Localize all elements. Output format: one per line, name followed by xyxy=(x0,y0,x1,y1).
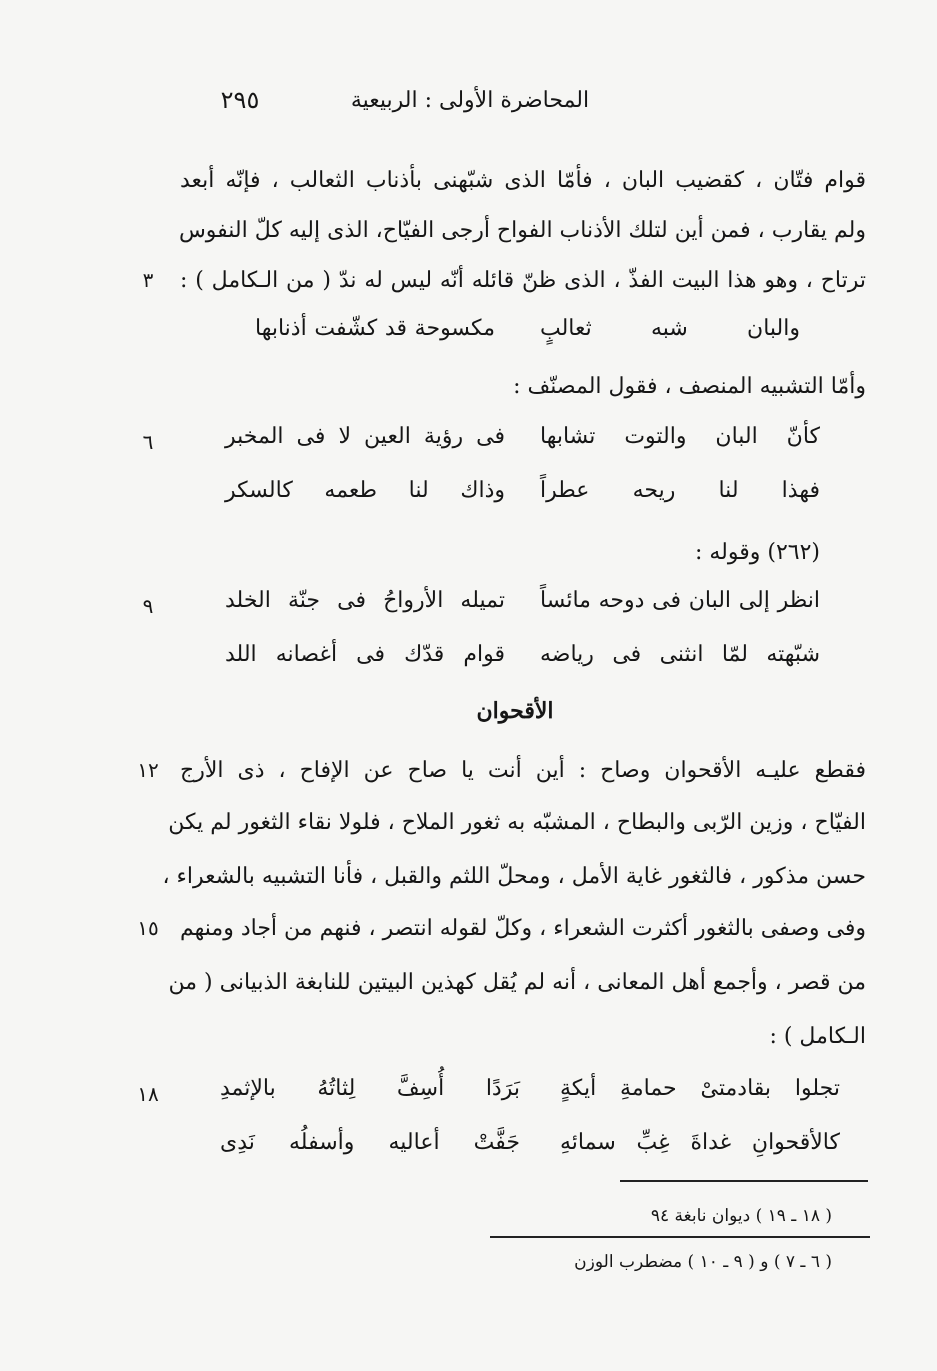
page-number: ٢٩٥ xyxy=(220,86,260,114)
verse-hemistich-left: مكسوحة قد كشّفت أذنابها xyxy=(255,316,495,341)
line-number: ١٥ xyxy=(137,916,159,940)
verse-hemistich-left: بَرَدًا أُسِفَّ لِثاتُهُ بالإثمدِ xyxy=(220,1076,520,1101)
prose-line: وأمّا التشبيه المنصف ، فقول المصنّف : xyxy=(513,374,866,399)
line-number: ١٨ xyxy=(137,1082,159,1106)
line-number: ٦ xyxy=(142,430,154,454)
prose-line: (٢٦٢) وقوله : xyxy=(694,540,820,565)
verse-hemistich-left: فى رؤية العين لا فى المخبر xyxy=(225,424,505,449)
prose-line: حسن مذكور ، فالثغور غاية الأمل ، ومحلّ اللثم والقبل ، فأنا التشبيه بالشعراء ، xyxy=(162,864,866,889)
footnote-rule xyxy=(490,1236,870,1238)
verse-hemistich-right: تجلوا بقادمتىْ حمامةِ أيكةٍ xyxy=(560,1076,840,1101)
prose-line: الفيّاح ، وزين الرّبى والبطاح ، المشبّه به ثغور الملاح ، فلولا نقاء الثغور لم يكن xyxy=(168,810,866,835)
prose-line: الـكامل ) : xyxy=(769,1024,866,1049)
verse-hemistich-left: جَفَّتْ أعاليه وأسفلُه نَدِى xyxy=(220,1130,520,1155)
footnote-rule xyxy=(620,1180,868,1182)
verse-hemistich-left: وذاك لنا طعمه كالسكر xyxy=(225,478,505,503)
verse-hemistich-right: كالأقحوانِ غداةَ غِبِّ سمائهِ xyxy=(560,1130,840,1155)
prose-line: ولم يقارب ، فمن أين لتلك الأذناب الفواح أرجى الفيّاح، الذى إليه كلّ النفوس xyxy=(178,218,866,243)
running-header-title: المحاضرة الأولى : الربيعية xyxy=(350,88,590,113)
prose-line: وفى وصفى بالثغور أكثرت الشعراء ، وكلّ لقوله انتصر ، فنهم من أجاد ومنهم xyxy=(180,916,866,941)
verse-hemistich-right: كأنّ البان والتوت تشابها xyxy=(540,424,820,449)
line-number: ١٢ xyxy=(137,758,159,782)
verse-hemistich-right: شبّهته لمّا انثنى فى رياضه xyxy=(540,642,820,667)
verse-hemistich-right: انظر إلى البان فى دوحه مائساً xyxy=(540,588,820,613)
verse-hemistich-left: تميله الأرواحُ فى جنّة الخلد xyxy=(225,588,505,613)
footnote: ( ٦ ـ ٧ ) و ( ٩ ـ ١٠ ) مضطرب الوزن xyxy=(574,1252,832,1272)
prose-line: فقطع عليـه الأقحوان وصاح : أين أنت يا صاح عن الإفاح ، ذى الأرج xyxy=(180,758,866,783)
prose-line: قوام فتّان ، كقضيب البان ، فأمّا الذى شبّهنى بأذناب الثعالب ، فإنّه أبعد xyxy=(180,168,866,193)
section-heading: الأقحوان xyxy=(476,698,554,724)
verse-hemistich-right: فهذا لنا ريحه عطراً xyxy=(540,478,820,503)
prose-line: ترتاح ، وهو هذا البيت الفذّ ، الذى ظنّ قائله أنّه ليس له ندّ ( من الـكامل ) : xyxy=(180,268,866,293)
prose-line: من قصر ، وأجمع أهل المعانى ، أنه لم يُقل كهذين البيتين للنابغة الذبيانى ( من xyxy=(168,970,866,995)
line-number: ٩ xyxy=(142,594,154,618)
verse-hemistich-right: والبان شبه ثعالبٍ xyxy=(540,316,800,341)
line-number: ٣ xyxy=(142,268,154,292)
footnote: ( ١٨ ـ ١٩ ) ديوان نابغة ٩٤ xyxy=(650,1206,832,1226)
verse-hemistich-left: قوام قدّك فى أغصانه اللد xyxy=(225,642,505,667)
